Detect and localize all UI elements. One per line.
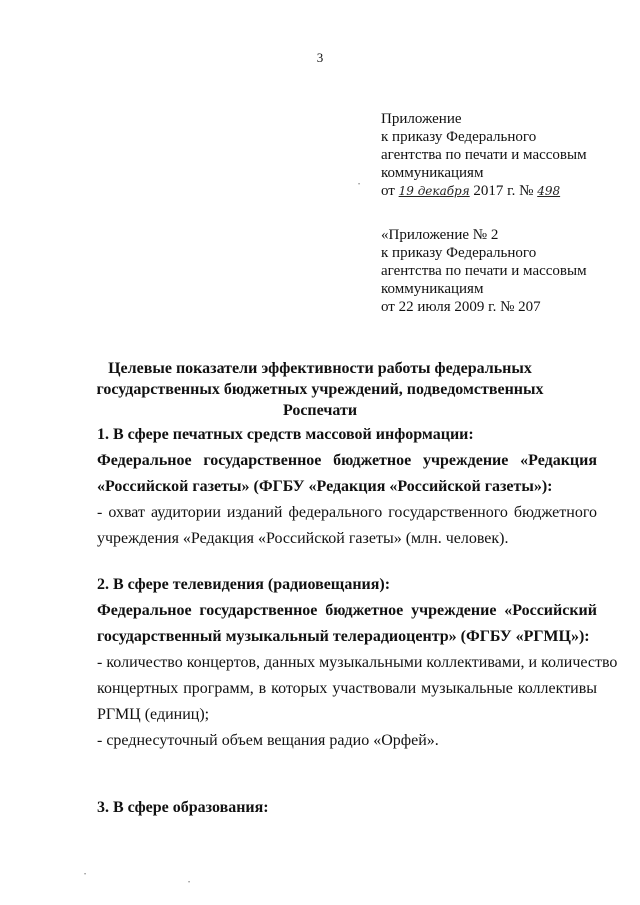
title-line: государственных бюджетных учреждений, подведомственных Роспечати	[96, 381, 544, 419]
appendix-line: Приложение	[381, 111, 462, 127]
appendix-date-line	[381, 182, 587, 200]
year-text: 2017 г. №	[473, 183, 534, 199]
section-education	[97, 795, 597, 821]
appendix-line: агентства по печати и массовым	[381, 263, 587, 279]
scan-speck: •	[358, 182, 361, 188]
indicator-line: концертных программ, в которых участвовали музыкальные коллективы	[97, 680, 597, 697]
section-heading: 3. В сфере образования:	[97, 799, 269, 816]
handwritten-number: 498	[537, 184, 561, 198]
appendix-line: коммуникациям	[381, 165, 484, 181]
appendix-line: агентства по печати и массовым	[381, 147, 587, 163]
scan-speck: •	[84, 872, 87, 878]
indicator-line: учреждения «Редакция «Российской газеты» (млн. человек).	[97, 530, 509, 547]
organization-line: Федеральное государственное бюджетное учреждение «Российский	[97, 602, 597, 619]
date-prefix: от	[381, 183, 395, 199]
organization-line: Федеральное государственное бюджетное учреждение «Редакция	[97, 452, 597, 469]
appendix-line: «Приложение № 2	[381, 227, 499, 243]
indicator-line: - охват аудитории изданий федерального государственного бюджетного	[97, 504, 597, 521]
appendix-line: к приказу Федерального	[381, 245, 537, 261]
section-print-media	[97, 422, 597, 552]
page-number: 3	[316, 50, 324, 65]
title-line: Целевые показатели эффективности работы федеральных	[108, 360, 532, 377]
document-title	[60, 358, 580, 421]
appendix-current-order	[381, 110, 587, 200]
appendix-line: к приказу Федерального	[381, 129, 537, 145]
indicator-line: - количество концертов, данных музыкальными коллективами, и количество	[97, 654, 618, 671]
indicator-line: РГМЦ (единиц);	[97, 706, 210, 723]
appendix-line: коммуникациям	[381, 281, 484, 297]
handwritten-date: 19 декабря	[398, 184, 470, 198]
indicator-line: - среднесуточный объем вещания радио «Орфей».	[97, 732, 439, 749]
appendix-line: от 22 июля 2009 г. № 207	[381, 299, 541, 315]
section-television	[97, 572, 618, 754]
section-heading: 2. В сфере телевидения (радиовещания):	[97, 576, 391, 593]
section-heading: 1. В сфере печатных средств массовой информации:	[97, 426, 474, 443]
appendix-previous-order	[381, 226, 587, 316]
organization-line: государственный музыкальный телерадиоцентр» (ФГБУ «РГМЦ»):	[97, 628, 590, 645]
organization-line: «Российской газеты» (ФГБУ «Редакция «Российской газеты»):	[97, 478, 553, 495]
scan-speck: •	[188, 880, 191, 886]
